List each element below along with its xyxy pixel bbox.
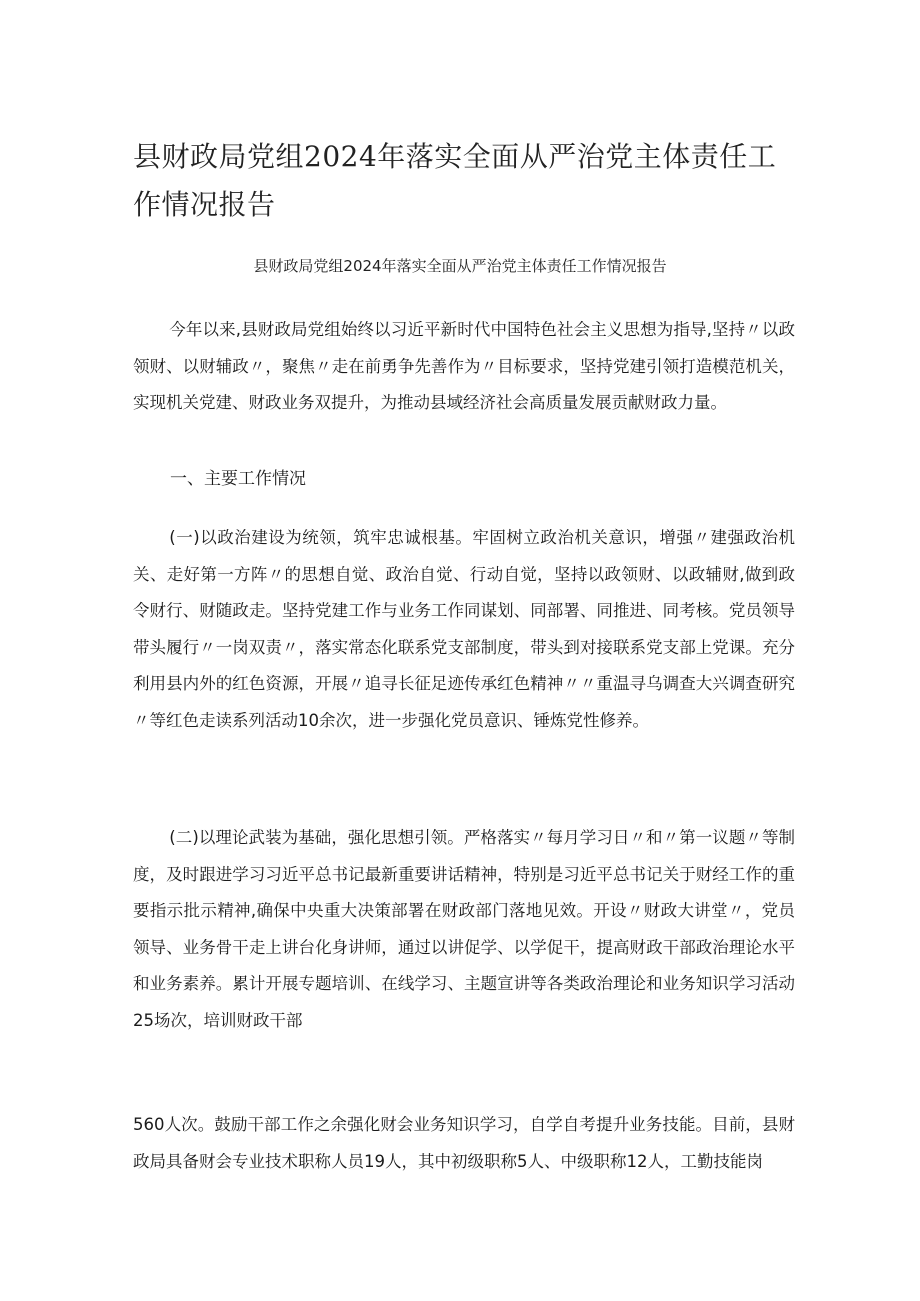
document-subtitle: 县财政局党组2024年落实全面从严治党主体责任工作情况报告 — [253, 257, 667, 275]
section-heading: 一、主要工作情况 — [170, 469, 306, 489]
intro-paragraph: 今年以来,县财政局党组始终以习近平新时代中国特色社会主义思想为指导,坚持〃以政领财、以财辅政〃，聚焦〃走在前勇争先善作为〃目标要求，坚持党建引领打造模范机关，实现机关党建、财政业务双提升，为推动县域经济社会高质量发展贡献财政力量。 — [133, 320, 795, 412]
body-paragraph: 560人次。鼓励干部工作之余强化财会业务知识学习，自学自考提升业务技能。目前，县财政局具备财会专业技术职称人员19人，其中初级职称5人、中级职称12人，工勤技能岗 — [133, 1115, 795, 1171]
body-paragraph: (二)以理论武装为基础，强化思想引领。严格落实〃每月学习日〃和〃第一议题〃等制度，及时跟进学习习近平总书记最新重要讲话精神，特别是习近平总书记关于财经工作的重要指示批示精神,确保中央重大决策部署在财政部门落地见效。开设〃财政大讲堂〃，党员领导、业务骨干走上讲台化身讲师，通过以讲促学、以学促干，提高财政干部政治理论水平和业务素养。累计开展专题培训、在线学习、主题宣讲等各类政治理论和业务知识学习活动25场次，培训财政干部 — [133, 828, 795, 1030]
document-title: 县财政局党组2024年落实全面从严治党主体责任工作情况报告 — [133, 140, 777, 221]
body-paragraph: (一)以政治建设为统领，筑牢忠诚根基。牢固树立政治机关意识，增强〃建强政治机关、走好第一方阵〃的思想自觉、政治自觉、行动自觉，坚持以政领财、以政辅财,做到政令财行、财随政走。坚持党建工作与业务工作同谋划、同部署、同推进、同考核。党员领导带头履行〃一岗双责〃，落实常态化联系党支部制度，带头到对接联系党支部上党课。充分利用县内外的红色资源，开展〃追寻长征足迹传承红色精神〃〃重温寻乌调查大兴调查研究〃等红色走读系列活动10余次，进一步强化党员意识、锤炼党性修养。 — [133, 528, 795, 730]
